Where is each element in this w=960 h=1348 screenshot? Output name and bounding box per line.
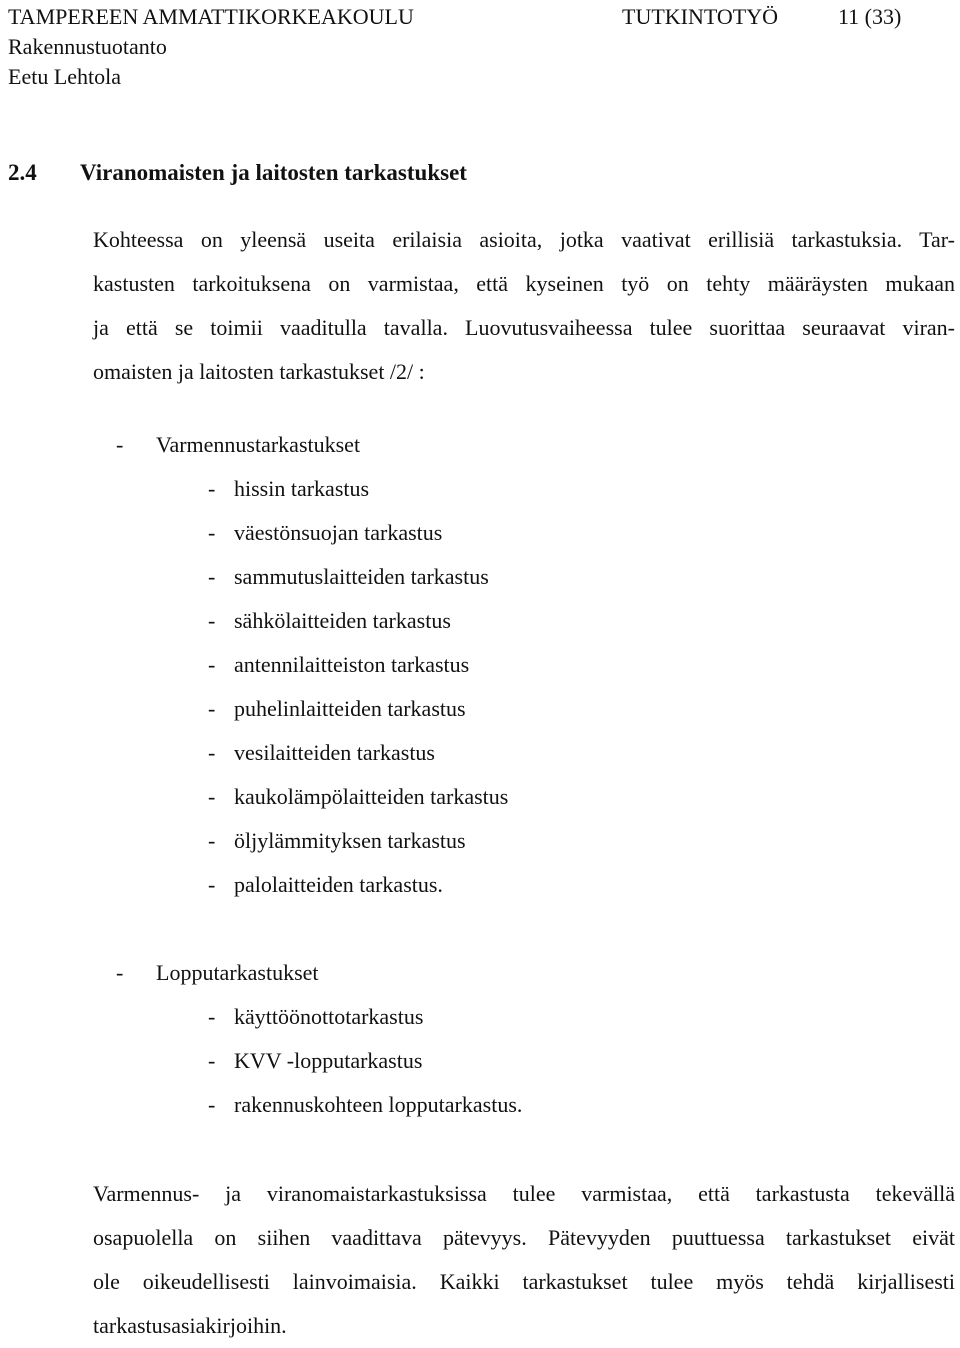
- intro-line: Kohteessa on yleensä useita erilaisia asioita, jotka vaativat erillisiä tarkastuksia. Tar-: [93, 227, 955, 252]
- list-item: [116, 1039, 522, 1083]
- list-item: [116, 555, 508, 599]
- list-item: [116, 643, 508, 687]
- list-dash: -: [208, 476, 216, 501]
- list-item: [116, 775, 508, 819]
- list-item: [116, 687, 508, 731]
- list-dash: -: [116, 960, 124, 985]
- list-item-text: antennilaitteiston tarkastus: [234, 652, 470, 677]
- list-item-text: rakennuskohteen lopputarkastus.: [234, 1092, 523, 1117]
- list-dash: -: [208, 520, 216, 545]
- header-page-number: 11 (33): [838, 4, 902, 29]
- list-item-text: väestönsuojan tarkastus: [234, 520, 443, 545]
- closing-line: ole oikeudellisesti lainvoimaisia. Kaikki tarkastukset tulee myös tehdä kirjallisesti: [93, 1269, 955, 1294]
- list-item: [116, 599, 508, 643]
- list-item-text: puhelinlaitteiden tarkastus: [234, 696, 466, 721]
- header-program: Rakennustuotanto: [8, 34, 167, 59]
- list-item-text: kaukolämpölaitteiden tarkastus: [234, 784, 509, 809]
- list-item: [116, 1083, 522, 1127]
- intro-line: kastusten tarkoituksena on varmistaa, että kyseinen työ on tehty määräysten mukaan: [93, 271, 955, 296]
- list-item-text: sähkölaitteiden tarkastus: [234, 608, 451, 633]
- list-item-text: öljylämmityksen tarkastus: [234, 828, 466, 853]
- header-doc-type: TUTKINTOTYÖ: [622, 4, 779, 29]
- list-item-text: hissin tarkastus: [234, 476, 370, 501]
- inspection-list-varmennus: [116, 423, 508, 907]
- list-dash: -: [208, 696, 216, 721]
- list-dash: -: [208, 1092, 216, 1117]
- section-title: Viranomaisten ja laitosten tarkastukset: [80, 160, 467, 185]
- list-item: [116, 995, 522, 1039]
- group-title-text: Varmennustarkastukset: [156, 432, 361, 457]
- list-dash: -: [208, 784, 216, 809]
- list-dash: -: [208, 872, 216, 897]
- list-dash: -: [208, 828, 216, 853]
- list-item: [116, 511, 508, 555]
- list-dash: -: [208, 1048, 216, 1073]
- closing-line: osapuolella on siihen vaadittava pätevyys. Pätevyyden puuttuessa tarkastukset eivät: [93, 1225, 955, 1250]
- closing-line: Varmennus- ja viranomaistarkastuksissa tulee varmistaa, että tarkastusta tekevällä: [93, 1181, 955, 1206]
- list-item: [116, 731, 508, 775]
- list-dash: -: [208, 564, 216, 589]
- list-dash: -: [116, 432, 124, 457]
- list-dash: -: [208, 1004, 216, 1029]
- list-item-text: sammutuslaitteiden tarkastus: [234, 564, 489, 589]
- section-heading: [8, 160, 467, 186]
- intro-line: ja että se toimii vaaditulla tavalla. Luovutusvaiheessa tulee suorittaa seuraavat viran-: [93, 315, 955, 340]
- intro-line: omaisten ja laitosten tarkastukset /2/ :: [93, 359, 425, 384]
- list-item: [116, 819, 508, 863]
- list-dash: -: [208, 608, 216, 633]
- list-item-text: käyttöönottotarkastus: [234, 1004, 424, 1029]
- list-group-title: [116, 423, 508, 467]
- header-author: Eetu Lehtola: [8, 64, 122, 89]
- closing-line: tarkastusasiakirjoihin.: [93, 1313, 287, 1338]
- list-group-title: [116, 951, 522, 995]
- inspection-list-loppu: [116, 951, 522, 1127]
- header-institution: TAMPEREEN AMMATTIKORKEAKOULU: [8, 4, 414, 29]
- list-item: [116, 467, 508, 511]
- list-item-text: palolaitteiden tarkastus.: [234, 872, 443, 897]
- closing-paragraph: [93, 1172, 955, 1348]
- section-number: 2.4: [8, 160, 37, 185]
- group-title-text: Lopputarkastukset: [156, 960, 319, 985]
- list-dash: -: [208, 652, 216, 677]
- list-item: [116, 863, 508, 907]
- list-item-text: vesilaitteiden tarkastus: [234, 740, 435, 765]
- intro-paragraph: [93, 218, 955, 394]
- list-dash: -: [208, 740, 216, 765]
- list-item-text: KVV -lopputarkastus: [234, 1048, 423, 1073]
